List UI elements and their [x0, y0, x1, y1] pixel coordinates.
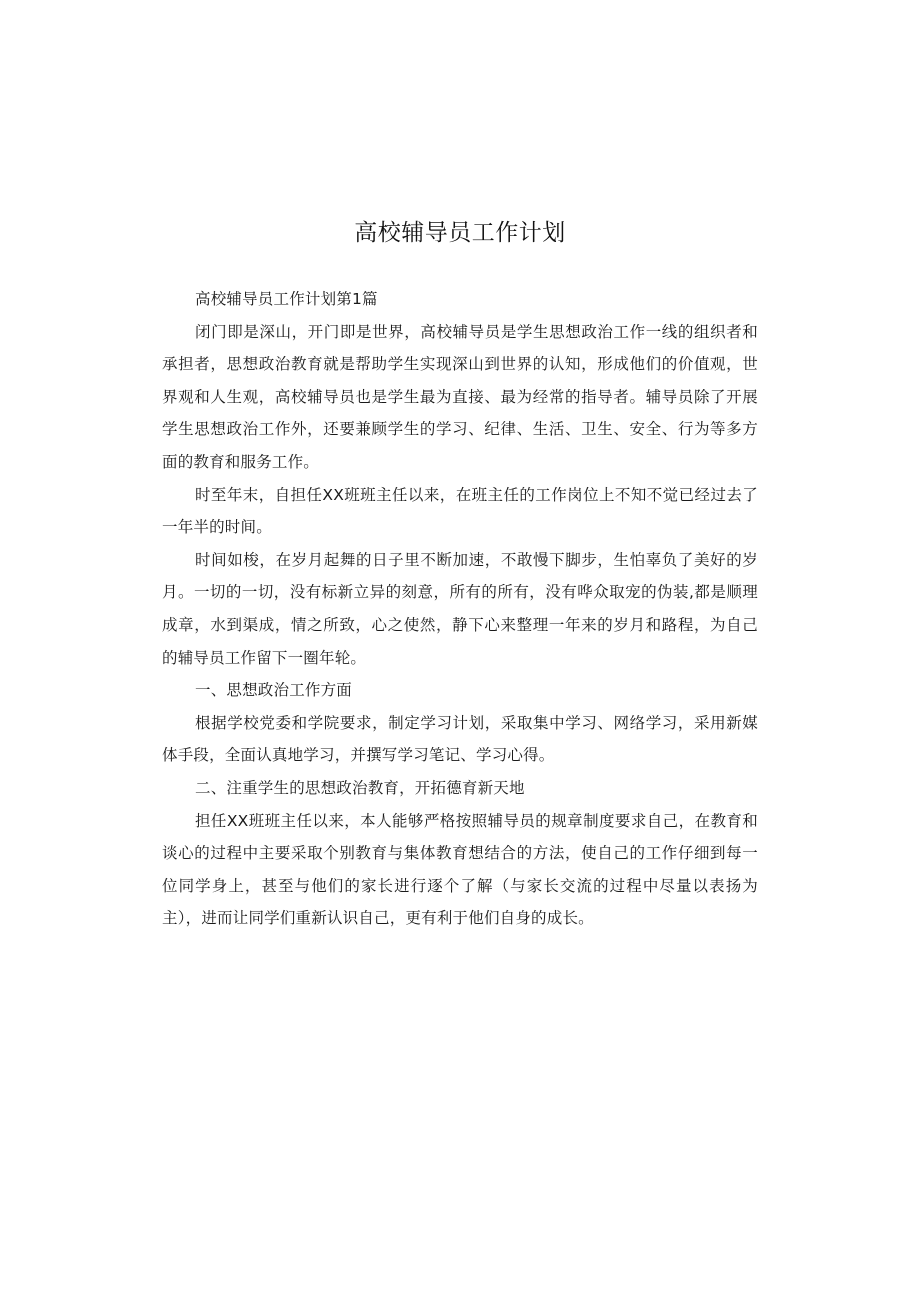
- subheading-moral-education: 二、注重学生的思想政治教育，开拓德育新天地: [195, 778, 525, 797]
- document-title: 高校辅导员工作计划: [354, 220, 566, 246]
- subheading-political-work: 一、思想政治工作方面: [195, 681, 353, 700]
- paragraph-intro: 闭门即是深山，开门即是世界，高校辅导员是学生思想政治工作一线的组织者和承担者，思想政治教育就是帮助学生实现深山到世界的认知，形成他们的价值观，世界观和人生观，高校辅导员也是学生最为直接、最为经常的指导者。辅导员除了开展学生思想政治工作外，还要兼顾学生的学习、纪律、生活、卫生、安全、行为等多方面的教育和服务工作。: [162, 322, 758, 471]
- paragraph-year-end: 时至年末，自担任XX班班主任以来，在班主任的工作岗位上不知不觉已经过去了一年半的时间。: [162, 485, 758, 537]
- document-body: [162, 283, 758, 935]
- paragraph-time: 时间如梭，在岁月起舞的日子里不断加速，不敢慢下脚步，生怕辜负了美好的岁月。一切的一切，没有标新立异的刻意，所有的所有，没有哗众取宠的伪装,都是顺理成章，水到渠成，情之所致，心之使然，静下心来整理一年来的岁月和路程，为自己的辅导员工作留下一圈年轮。: [162, 550, 758, 667]
- paragraph-study-plan: 根据学校党委和学院要求，制定学习计划，采取集中学习、网络学习，采用新媒体手段，全面认真地学习，并撰写学习笔记、学习心得。: [162, 713, 758, 765]
- paragraph-class-teacher: 担任XX班班主任以来，本人能够严格按照辅导员的规章制度要求自己，在教育和谈心的过程中主要采取个别教育与集体教育想结合的方法，使自己的工作仔细到每一位同学身上，甚至与他们的家长进行逐个了解（与家长交流的过程中尽量以表扬为主），进而让同学们重新认识自己，更有利于他们自身的成长。: [162, 811, 758, 928]
- section-heading: 高校辅导员工作计划第1篇: [195, 290, 378, 308]
